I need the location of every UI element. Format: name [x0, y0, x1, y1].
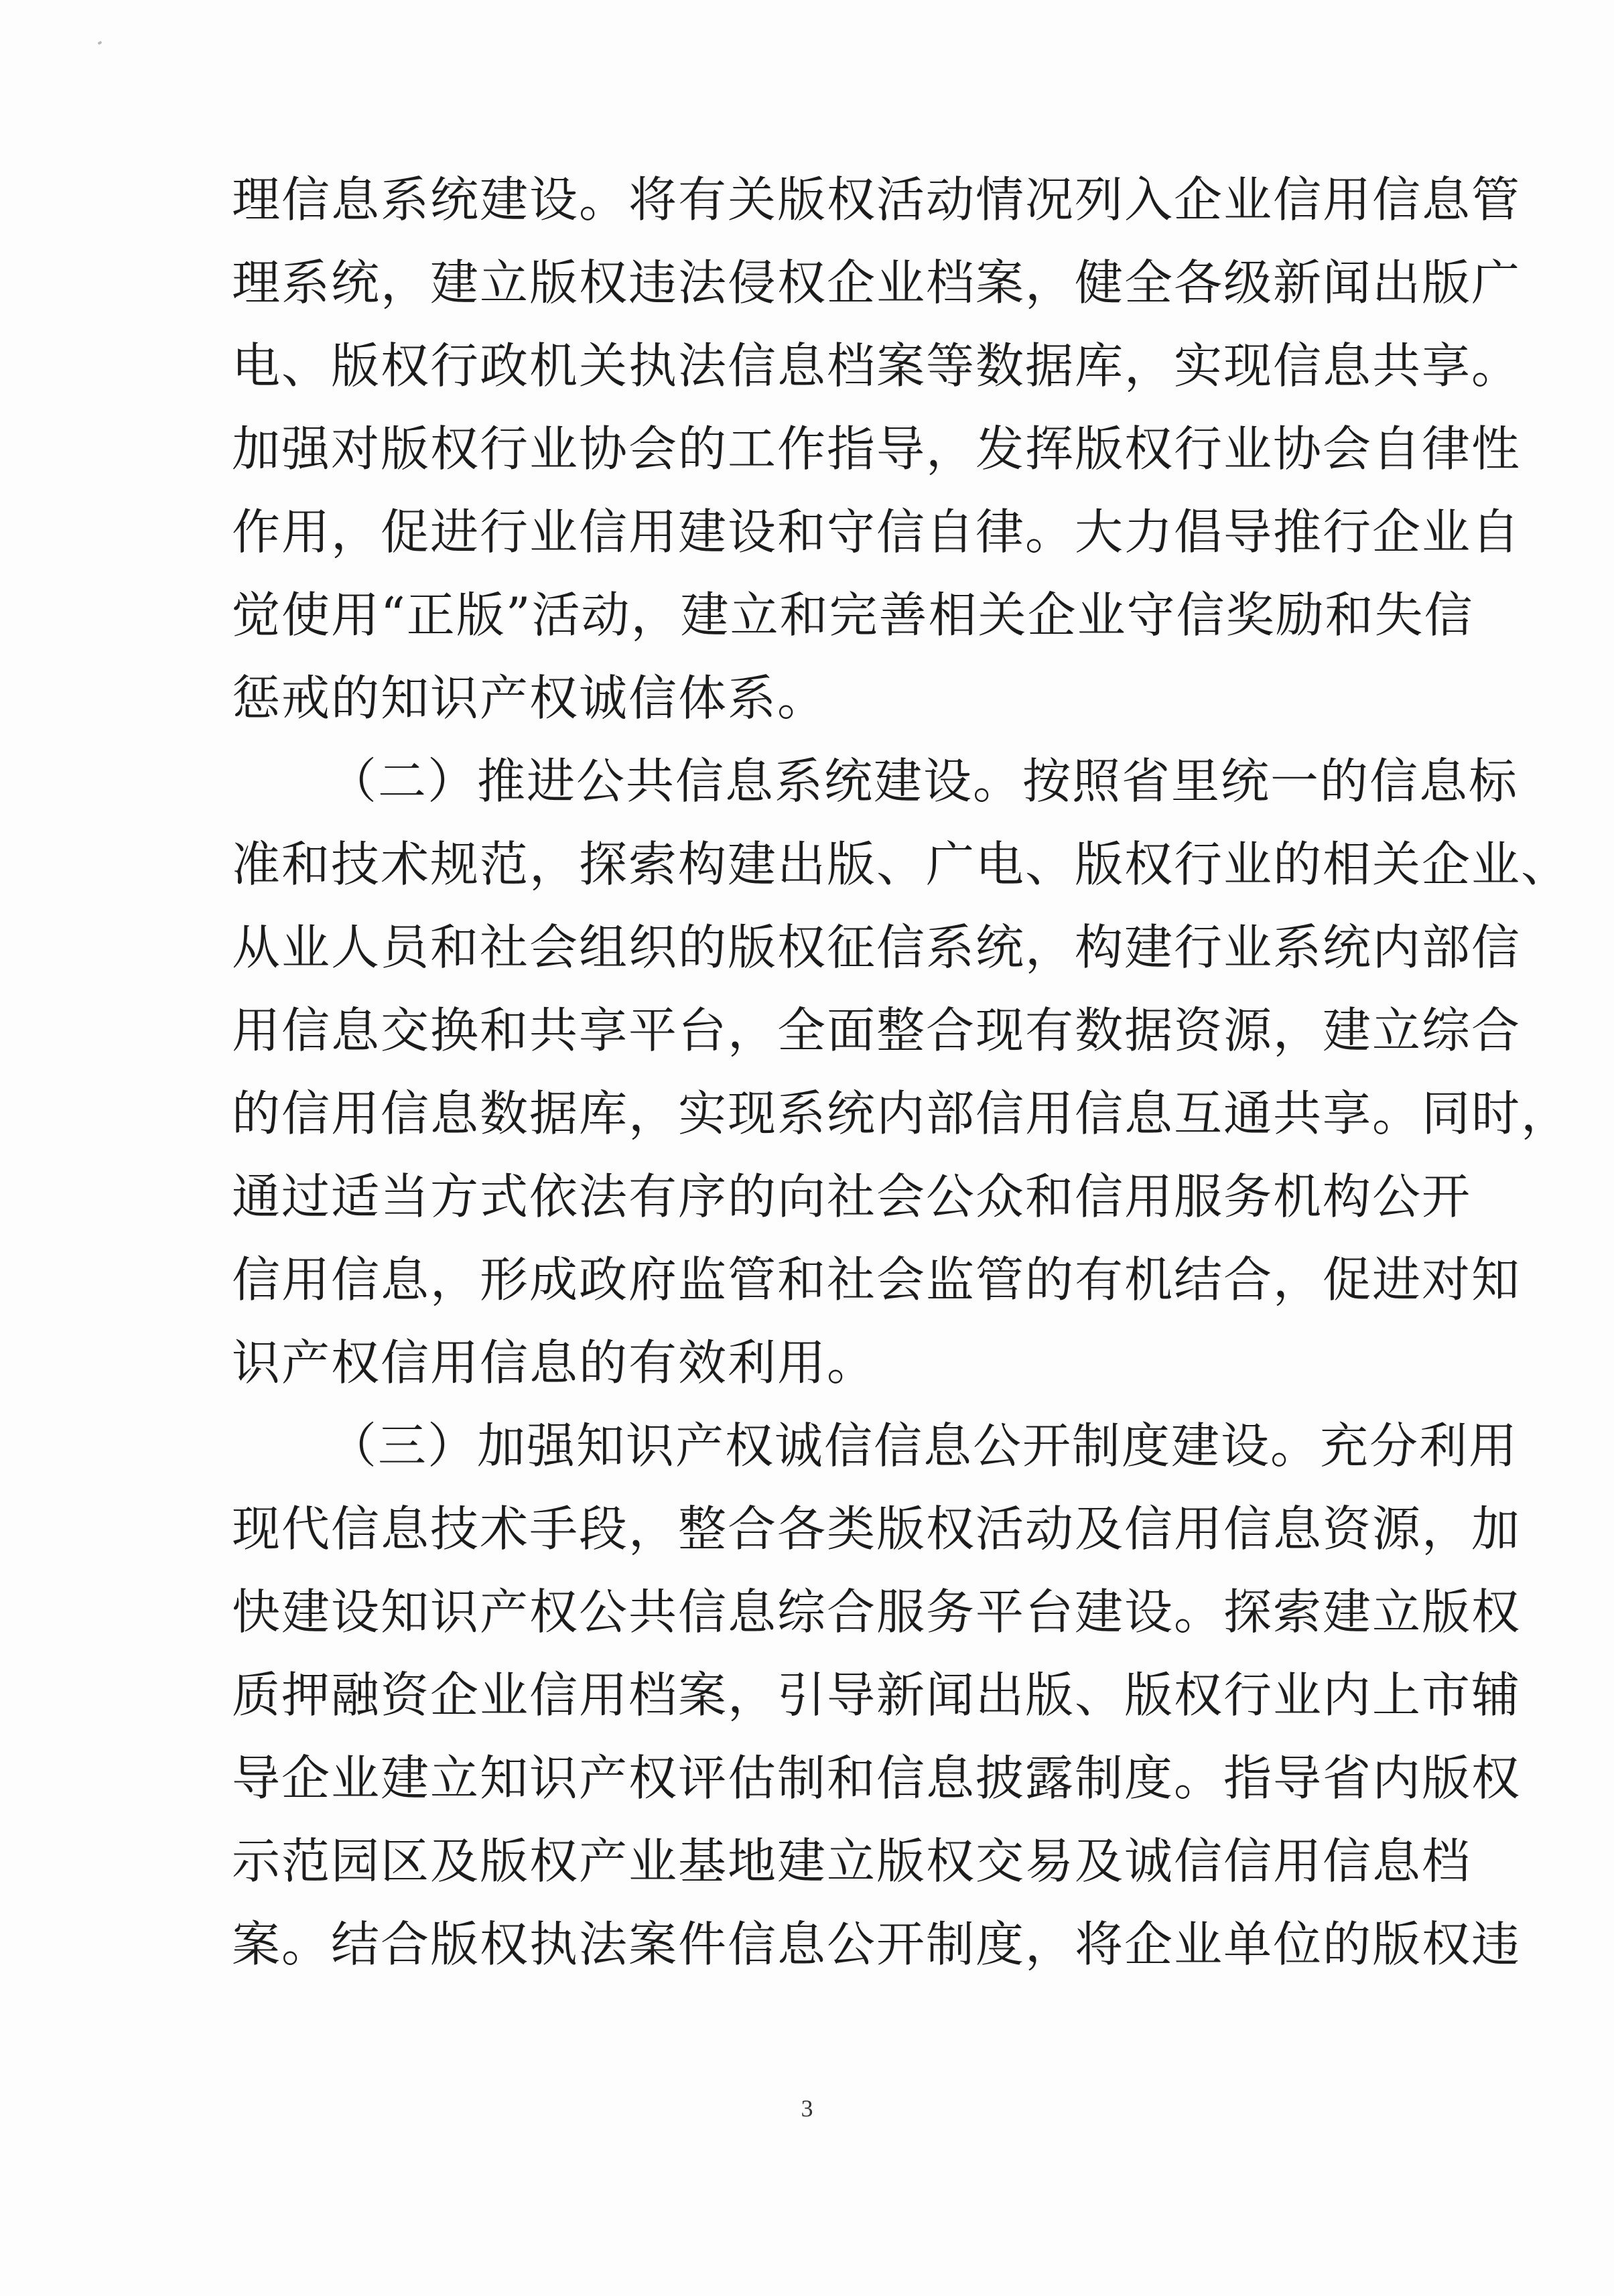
text-line: 示范园区及版权产业基地建立版权交易及诚信信用信息档 [232, 1833, 1472, 1889]
paragraph [232, 1404, 1522, 1986]
text-line: 导企业建立知识产权评估制和信息披露制度。指导省内版权 [232, 1750, 1522, 1806]
text-line: 信用信息，形成政府监管和社会监管的有机结合，促进对知 [232, 1252, 1522, 1308]
paragraph [232, 158, 1522, 740]
text-line: 通过适当方式依法有序的向社会公众和信用服务机构公开 [232, 1168, 1472, 1225]
text-line: 惩戒的知识产权诚信体系。 [232, 670, 827, 726]
text-line: 觉使用“正版”活动，建立和完善相关企业守信奖励和失信 [232, 587, 1474, 643]
text-line: 识产权信用信息的有效利用。 [232, 1335, 877, 1391]
text-line: 准和技术规范，探索构建出版、广电、版权行业的相关企业、 [232, 836, 1571, 892]
document-body [232, 158, 1571, 1986]
text-line: 从业人员和社会组织的版权征信系统，构建行业系统内部信 [232, 919, 1522, 975]
page-number: 3 [801, 2095, 813, 2122]
text-line: 快建设知识产权公共信息综合服务平台建设。探索建立版权 [232, 1584, 1522, 1640]
text-line: 理信息系统建设。将有关版权活动情况列入企业信用信息管 [232, 172, 1522, 228]
paragraph [232, 740, 1571, 1404]
text-line: 用信息交换和共享平台，全面整合现有数据资源，建立综合 [232, 1002, 1522, 1059]
text-line: 现代信息技术手段，整合各类版权活动及信用信息资源，加 [232, 1501, 1522, 1557]
scan-speck [97, 41, 102, 45]
text-line: 案。结合版权执法案件信息公开制度，将企业单位的版权违 [232, 1916, 1522, 1972]
text-line: 质押融资企业信用档案，引导新闻出版、版权行业内上市辅 [232, 1667, 1522, 1723]
text-line: 的信用信息数据库，实现系统内部信用信息互通共享。同时， [232, 1085, 1571, 1142]
text-line: 理系统，建立版权违法侵权企业档案，健全各级新闻出版广 [232, 255, 1522, 311]
text-line: 电、版权行政机关执法信息档案等数据库，实现信息共享。 [232, 338, 1522, 394]
text-line: 加强对版权行业协会的工作指导，发挥版权行业协会自律性 [232, 421, 1522, 477]
text-line: （二）推进公共信息系统建设。按照省里统一的信息标 [328, 753, 1519, 809]
text-line: （三）加强知识产权诚信信息公开制度建设。充分利用 [328, 1418, 1519, 1474]
text-line: 作用，促进行业信用建设和守信自律。大力倡导推行企业自 [232, 504, 1522, 560]
